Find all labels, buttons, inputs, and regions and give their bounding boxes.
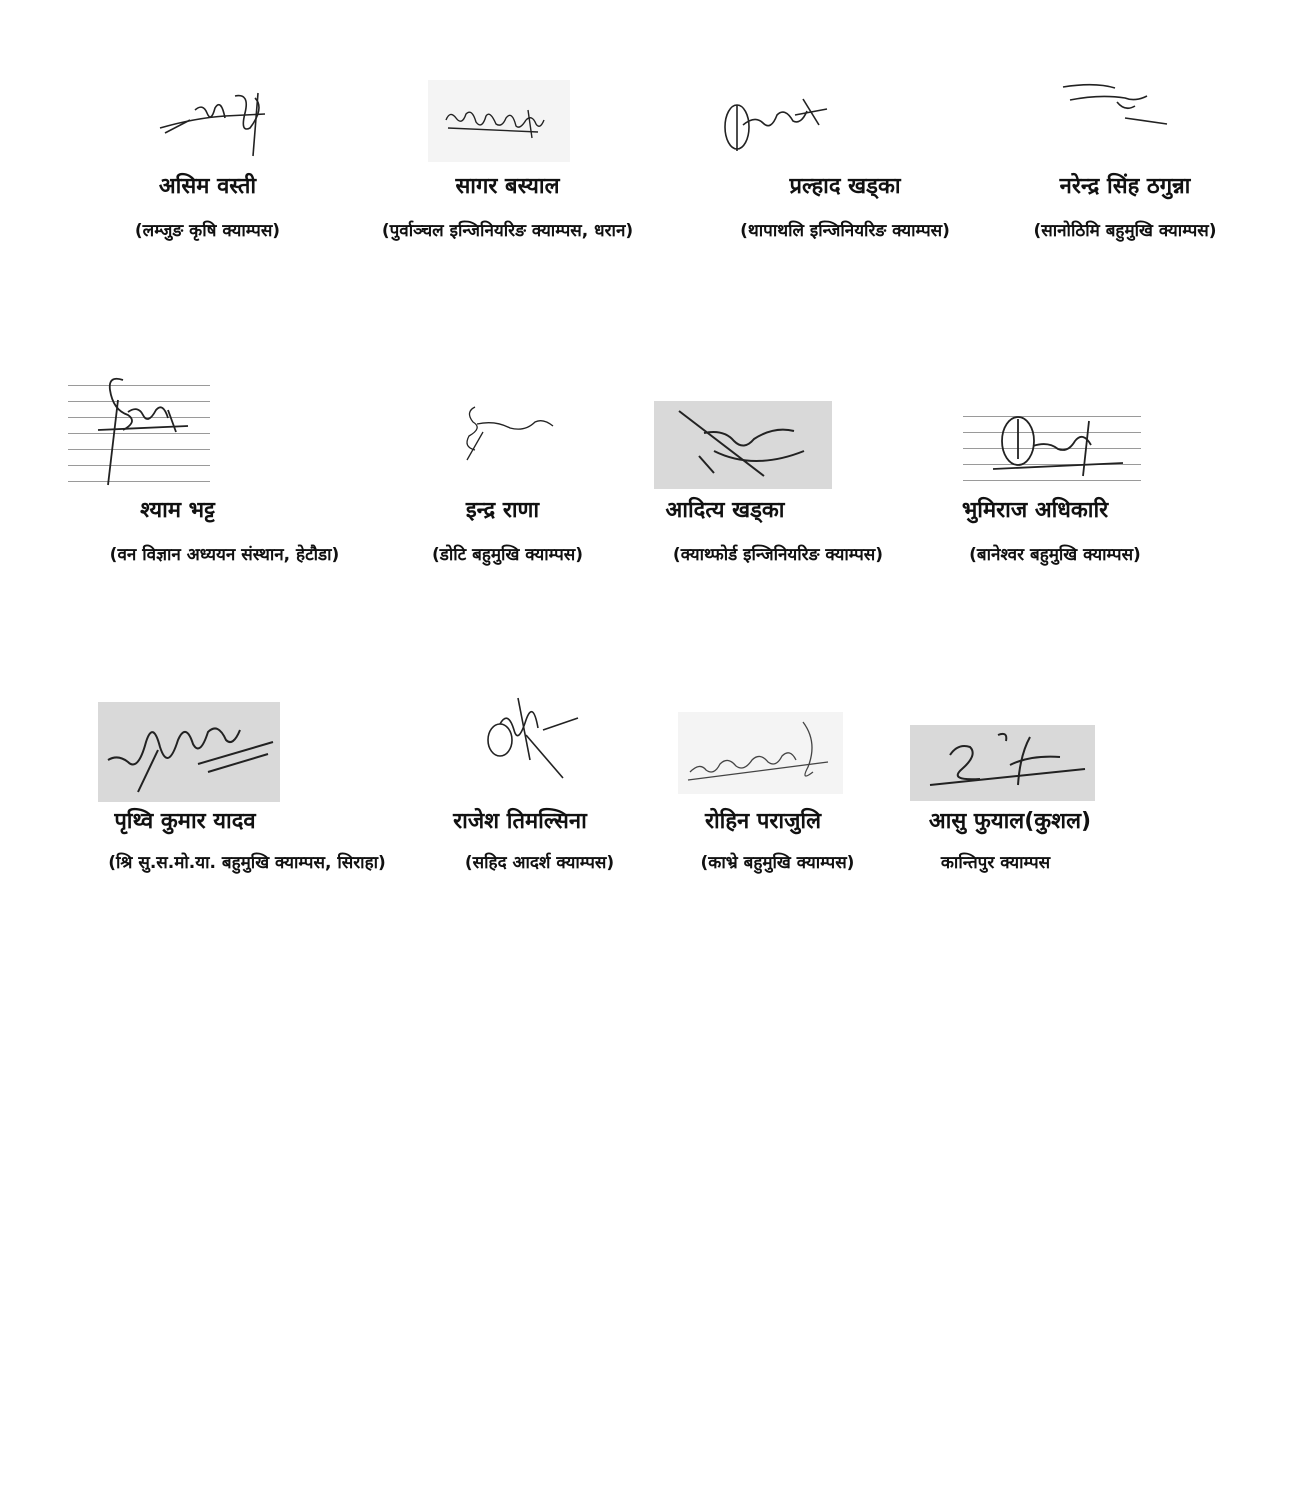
signatory-institution: (डोटि बहुमुखि क्याम्पस) <box>432 545 583 565</box>
signature-image <box>155 88 290 160</box>
signatory-institution: (सहिद आदर्श क्याम्पस) <box>464 853 615 873</box>
signatory-institution: (पुर्वाञ्चल इन्जिनियरिङ क्याम्पस, धरान) <box>381 221 634 241</box>
signatory-institution: (थापाथलि इन्जिनियरिङ क्याम्पस) <box>740 221 950 241</box>
signatory-name: भुमिराज अधिकारि <box>961 498 1109 523</box>
signature-image <box>715 85 835 163</box>
signatory-name: सागर बस्याल <box>455 174 560 199</box>
signature-image <box>68 370 210 490</box>
signatory-institution: (काभ्रे बहुमुखि क्याम्पस) <box>700 853 855 873</box>
signatory-name: श्याम भट्ट <box>140 498 215 523</box>
signature-image <box>654 401 832 489</box>
signatory-institution: (क्याथ्फोर्ड इन्जिनियरिङ क्याम्पस) <box>672 545 884 565</box>
signatory-name: आदित्य खड्का <box>665 498 785 523</box>
signature-image <box>455 392 560 467</box>
signatory-institution: (श्रि सु.स.मो.या. बहुमुखि क्याम्पस, सिराहा) <box>108 853 386 873</box>
signature-image <box>1055 72 1175 134</box>
signature-image <box>428 80 570 162</box>
signatory-name: प्रल्हाद खड्का <box>789 174 901 199</box>
signatory-institution: (बानेश्वर बहुमुखि क्याम्पस) <box>969 545 1141 565</box>
signature-image <box>478 690 588 782</box>
signatory-name: असिम वस्ती <box>158 174 257 199</box>
signatory-institution: (सानोठिमि बहुमुखि क्याम्पस) <box>1033 221 1217 241</box>
signatory-name: आसु फुयाल(कुशल) <box>928 809 1092 834</box>
signatory-institution: कान्तिपुर क्याम्पस <box>940 853 1051 873</box>
signatory-name: राजेश तिमल्सिना <box>453 809 587 834</box>
signatory-name: नरेन्द्र सिंह ठगुन्ना <box>1059 174 1191 199</box>
signatory-institution: (वन विज्ञान अध्ययन संस्थान, हेटौडा) <box>109 545 340 565</box>
signatory-name: पृथ्वि कुमार यादव <box>114 809 256 834</box>
signatory-name: इन्द्र राणा <box>465 498 540 523</box>
signature-image <box>963 401 1141 489</box>
signature-image <box>98 702 280 802</box>
signatory-institution: (लम्जुङ कृषि क्याम्पस) <box>134 221 281 241</box>
signature-image <box>910 725 1095 801</box>
signature-image <box>678 712 843 794</box>
signatory-name: रोहिन पराजुलि <box>704 809 822 834</box>
